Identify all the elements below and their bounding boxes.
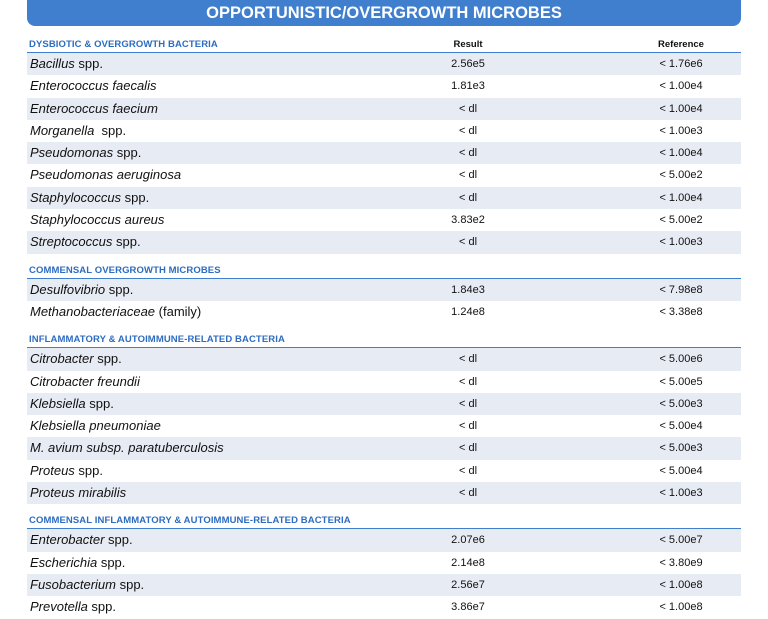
organism-suffix: spp.: [121, 189, 150, 205]
table-row: [27, 209, 741, 231]
reference-value: < 5.00e5: [659, 375, 703, 388]
organism-name: [30, 437, 224, 459]
section-title: INFLAMMATORY & AUTOIMMUNE-RELATED BACTERIA: [29, 334, 285, 346]
organism-genus: Proteus mirabilis: [30, 485, 127, 501]
results-table: [27, 32, 741, 619]
organism-name: [30, 164, 181, 186]
organism-genus: Enterobacter: [30, 532, 105, 548]
organism-name: [30, 371, 140, 393]
organism-genus: Morganella: [30, 122, 95, 138]
table-row: [27, 415, 741, 437]
organism-name: [30, 348, 122, 370]
table-row: [27, 596, 741, 618]
organism-genus: Proteus: [30, 462, 75, 478]
organism-suffix: spp.: [87, 599, 116, 615]
organism-suffix: spp.: [105, 281, 134, 297]
result-value: < dl: [458, 236, 478, 249]
section-header: [27, 508, 741, 529]
table-row: [27, 142, 741, 164]
result-value: < dl: [458, 397, 478, 410]
section-header: [27, 327, 741, 348]
organism-suffix: spp.: [85, 395, 114, 411]
table-row: [27, 393, 741, 415]
organism-suffix: spp.: [113, 145, 142, 161]
result-value: < dl: [458, 169, 478, 182]
reference-value: < 1.00e4: [659, 102, 703, 115]
organism-genus: Methanobacteriaceae: [30, 303, 156, 319]
organism-suffix: spp.: [74, 462, 103, 478]
result-value: 3.83e2: [451, 214, 485, 227]
reference-value: < 1.00e8: [659, 578, 703, 591]
table-row: [27, 371, 741, 393]
result-value: < dl: [458, 191, 478, 204]
organism-name: [30, 574, 144, 596]
table-row: [27, 529, 741, 551]
organism-suffix: spp.: [74, 56, 103, 71]
reference-value: < 1.00e4: [659, 80, 703, 93]
report-title-banner: [27, 0, 741, 26]
table-row: [27, 279, 741, 301]
organism-name: [30, 120, 126, 142]
result-value: < dl: [458, 353, 478, 366]
organism-genus: Desulfovibrio: [30, 281, 106, 297]
organism-genus: Prevotella: [30, 599, 88, 615]
table-row: [27, 348, 741, 370]
organism-suffix: spp.: [94, 122, 127, 138]
organism-name: [30, 415, 161, 437]
organism-genus: Bacillus: [30, 56, 75, 71]
table-row: [27, 98, 741, 120]
table-row: [27, 552, 741, 574]
table-row: [27, 574, 741, 596]
section-title: COMMENSAL INFLAMMATORY & AUTOIMMUNE-RELATED BACTERIA: [29, 515, 351, 527]
organism-genus: Streptococcus: [30, 234, 113, 250]
reference-value: < 1.00e4: [659, 191, 703, 204]
result-value: < dl: [458, 102, 478, 115]
organism-name: [30, 231, 141, 253]
report-title: OPPORTUNISTIC/OVERGROWTH MICROBES: [206, 4, 562, 22]
organism-genus: Klebsiella: [30, 395, 86, 411]
organism-genus: Pseudomonas: [30, 145, 114, 161]
reference-value: < 1.00e3: [659, 487, 703, 500]
reference-value: < 5.00e4: [659, 464, 703, 477]
reference-value: < 5.00e4: [659, 420, 703, 433]
reference-value: < 5.00e6: [659, 353, 703, 366]
reference-value: < 5.00e7: [659, 534, 703, 547]
organism-name: [30, 279, 133, 301]
organism-genus: Fusobacterium: [30, 576, 116, 592]
organism-suffix: spp.: [112, 234, 141, 250]
table-row: [27, 164, 741, 186]
table-row: [27, 437, 741, 459]
organism-name: [30, 482, 126, 504]
section-title: COMMENSAL OVERGROWTH MICROBES: [29, 264, 221, 276]
result-value: < dl: [458, 442, 478, 455]
table-row: [27, 75, 741, 97]
section-header: [27, 32, 741, 53]
result-value: 1.84e3: [451, 283, 485, 296]
organism-name: [30, 187, 149, 209]
reference-value: < 5.00e2: [659, 169, 703, 182]
table-row: [27, 460, 741, 482]
result-value: < dl: [458, 464, 478, 477]
reference-value: < 1.00e4: [659, 147, 703, 160]
result-value: 3.86e7: [451, 601, 485, 614]
organism-genus: Klebsiella pneumoniae: [30, 418, 161, 434]
reference-value: < 1.00e8: [659, 601, 703, 614]
result-value: 2.07e6: [451, 534, 485, 547]
reference-value: < 1.76e6: [659, 58, 703, 70]
reference-value: < 5.00e2: [659, 214, 703, 227]
table-row: [27, 187, 741, 209]
result-value: < dl: [458, 487, 478, 500]
reference-value: < 3.80e9: [659, 556, 703, 569]
organism-name: [30, 301, 201, 323]
reference-column-header: Reference: [658, 39, 704, 50]
organism-genus: Citrobacter: [30, 351, 94, 367]
organism-name: [30, 75, 156, 97]
result-value: < dl: [458, 124, 478, 137]
organism-name: [30, 529, 133, 551]
table-row: [27, 482, 741, 504]
reference-value: < 7.98e8: [659, 283, 703, 296]
organism-name: [30, 552, 125, 574]
organism-suffix: (family): [155, 303, 202, 319]
result-value: < dl: [458, 147, 478, 160]
result-column-header: Result: [453, 39, 483, 50]
result-value: < dl: [458, 375, 478, 388]
organism-name: [30, 393, 114, 415]
organism-name: [30, 53, 103, 75]
organism-genus: M. avium subsp. paratuberculosis: [30, 440, 224, 456]
result-value: 1.81e3: [451, 80, 485, 93]
result-value: 1.24e8: [451, 305, 485, 318]
reference-value: < 1.00e3: [659, 236, 703, 249]
section-title: DYSBIOTIC & OVERGROWTH BACTERIA: [29, 39, 218, 50]
organism-suffix: spp.: [97, 554, 126, 570]
table-row: [27, 301, 741, 323]
result-value: < dl: [458, 420, 478, 433]
result-value: 2.56e5: [451, 58, 485, 70]
table-row: [27, 53, 741, 75]
reference-value: < 3.38e8: [659, 305, 703, 318]
reference-value: < 5.00e3: [659, 397, 703, 410]
table-row: [27, 120, 741, 142]
organism-name: [30, 98, 158, 120]
organism-genus: Escherichia: [30, 554, 98, 570]
organism-genus: Citrobacter freundii: [30, 373, 140, 389]
organism-name: [30, 142, 141, 164]
result-value: 2.14e8: [451, 556, 485, 569]
organism-suffix: spp.: [115, 576, 145, 592]
reference-value: < 1.00e3: [659, 124, 703, 137]
organism-genus: Enterococcus faecium: [30, 100, 158, 116]
organism-genus: Staphylococcus: [30, 189, 122, 205]
section-header: [27, 258, 741, 279]
organism-genus: Pseudomonas aeruginosa: [30, 167, 182, 183]
reference-value: < 5.00e3: [659, 442, 703, 455]
organism-genus: Enterococcus faecalis: [30, 78, 157, 94]
organism-suffix: spp.: [93, 351, 122, 367]
result-value: 2.56e7: [451, 578, 485, 591]
organism-name: [30, 460, 103, 482]
table-row: [27, 231, 741, 253]
organism-suffix: spp.: [104, 532, 133, 548]
organism-name: [30, 596, 116, 618]
organism-name: [30, 209, 164, 231]
organism-genus: Staphylococcus aureus: [30, 212, 165, 228]
